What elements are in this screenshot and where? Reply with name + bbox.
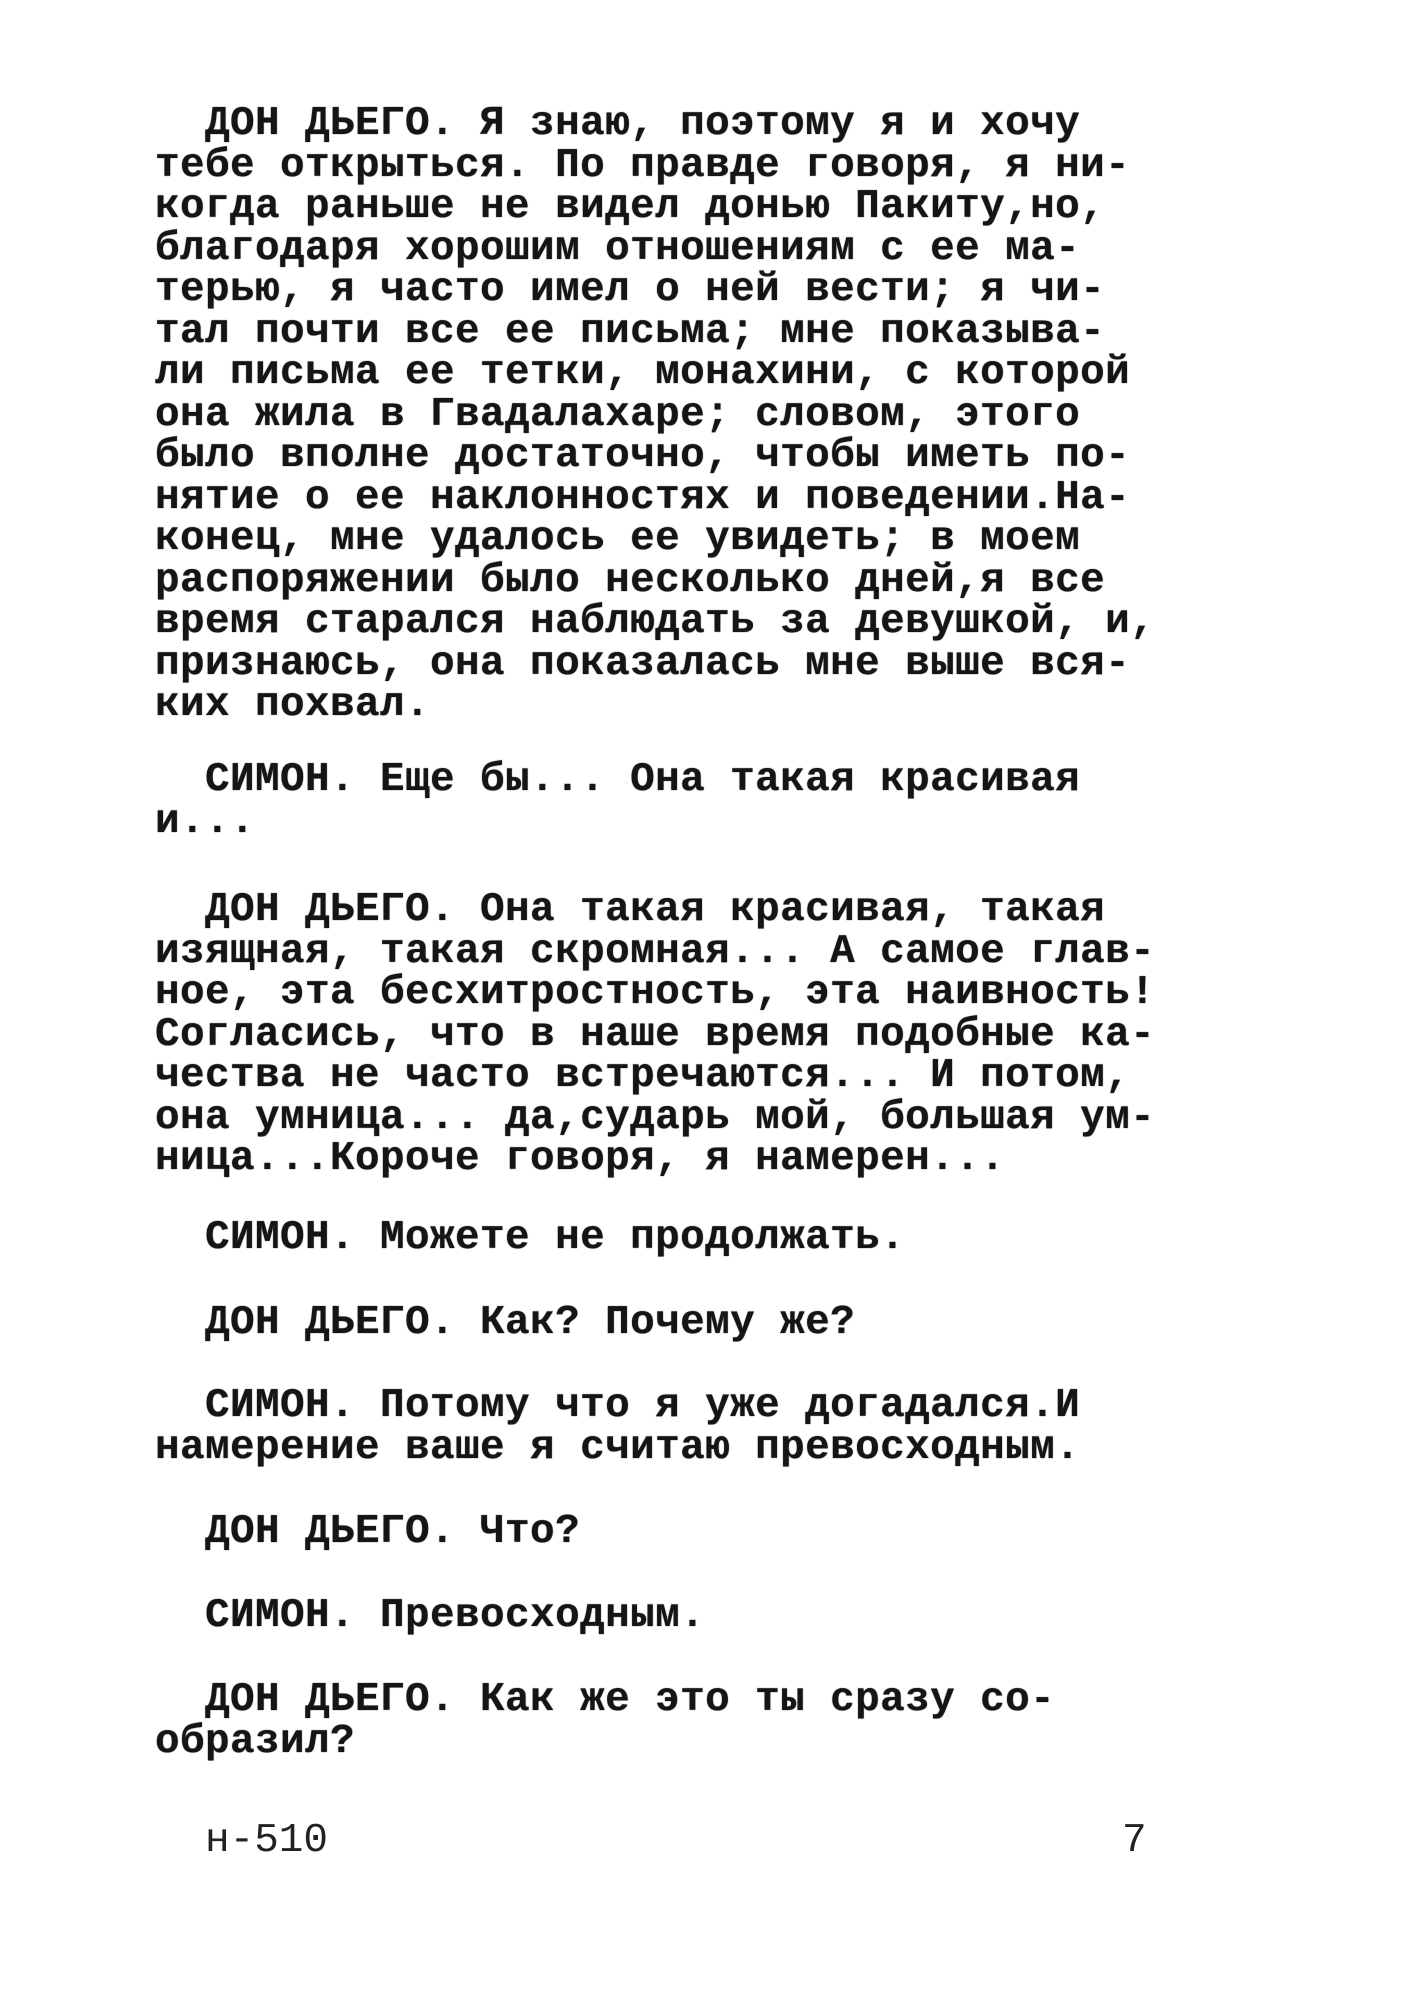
text-line: намерение ваше я считаю превосходным. (155, 1424, 1081, 1471)
text-line: время старался наблюдать за девушкой, и, (155, 599, 1156, 645)
text-line: ли письма ее тетки, монахини, с которой (155, 350, 1131, 396)
text-line: терью, я часто имел о ней вести; я чи- (155, 267, 1106, 313)
text-line: изящная, такая скромная... А самое глав- (155, 928, 1156, 975)
document-code: н-510 (205, 1818, 329, 1864)
text-line: чества не часто встречаются... И потом, (155, 1053, 1131, 1099)
text-line: СИМОН. Превосходным. (155, 1593, 706, 1639)
text-line: нятие о ее наклонностях и поведении.На- (155, 474, 1131, 521)
text-line: тебе открыться. По правде говоря, я ни- (155, 142, 1131, 189)
paragraph-don-diego-3 (155, 1300, 1275, 1346)
text-line: было вполне достаточно, чтобы иметь по- (155, 433, 1131, 479)
text-line: ДОН ДЬЕГО. Что? (155, 1509, 581, 1555)
text-line: ница...Короче говоря, я намерен... (155, 1136, 1006, 1182)
text-line: благодаря хорошим отношениям с ее ма- (155, 225, 1081, 272)
text-line: СИМОН. Можете не продолжать. (155, 1215, 906, 1261)
text-line: Согласись, что в наше время подобные ка- (155, 1011, 1156, 1058)
text-line: ДОН ДЬЕГО. Как? Почему же? (155, 1300, 856, 1346)
paragraph-don-diego-2 (155, 887, 1275, 1182)
text-line: ДОН ДЬЕГО. Она такая красивая, такая (155, 887, 1106, 933)
text-line: конец, мне удалось ее увидеть; в моем (155, 516, 1081, 562)
text-line: она умница... да,сударь мой, большая ум- (155, 1094, 1156, 1141)
text-line: ДОН ДЬЕГО. Я знаю, поэтому я и хочу (155, 101, 1081, 147)
text-line: и... (155, 798, 256, 845)
paragraph-don-diego-1 (155, 101, 1275, 728)
text-line: СИМОН. Еще бы... Она такая красивая (155, 757, 1081, 803)
page-number: 7 (1122, 1818, 1147, 1864)
text-line: когда раньше не видел донью Пакиту,но, (155, 184, 1106, 230)
text-line: ДОН ДЬЕГО. Как же это ты сразу со- (155, 1677, 1056, 1723)
text-line: СИМОН. Потому что я уже догадался.И (155, 1383, 1081, 1429)
paragraph-simon-1 (155, 757, 1275, 845)
paragraph-don-diego-5 (155, 1677, 1275, 1765)
paragraph-don-diego-4 (155, 1509, 1275, 1555)
paragraph-simon-4 (155, 1593, 1275, 1639)
text-line: ное, эта бесхитростность, эта наивность! (155, 970, 1156, 1016)
paragraph-simon-3 (155, 1383, 1275, 1471)
text-line: распоряжении было несколько дней,я все (155, 557, 1106, 604)
text-line: ких похвал. (155, 682, 431, 728)
paragraph-simon-2 (155, 1215, 1275, 1261)
text-line: тал почти все ее письма; мне показыва- (155, 308, 1106, 355)
text-line: она жила в Гвадалахаре; словом, этого (155, 391, 1081, 438)
text-line: признаюсь, она показалась мне выше вся- (155, 640, 1131, 687)
text-line: образил? (155, 1718, 356, 1765)
